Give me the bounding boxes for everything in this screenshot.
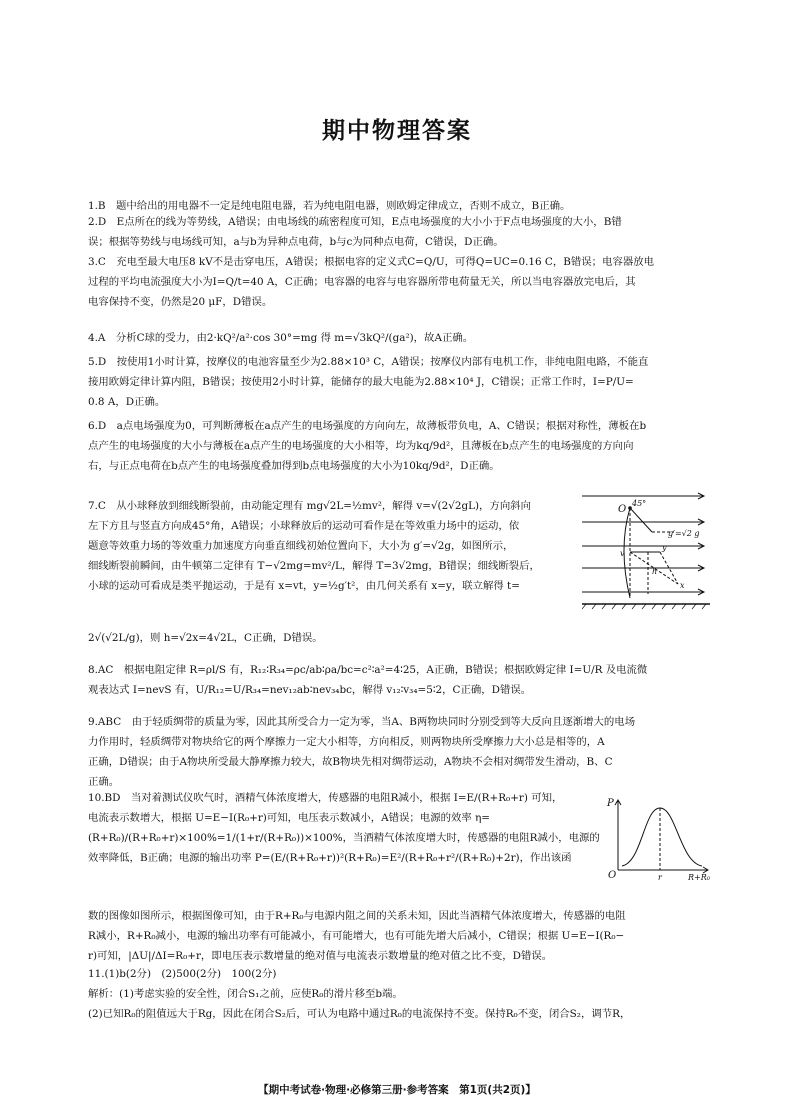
answer-line: 9.ABC 由于轻质绸带的质量为零，因此其所受合力一定为零，当A、B两物块同时分别受到等大反向且逐渐增大的电场 (88, 716, 636, 728)
q10-label-axis: R+R₀ (688, 873, 710, 882)
answer-line: 数的图像如图所示，根据图像可知，由于R+R₀与电源内阻之间的关系未知，因此当酒精气体浓度增大，传感器的电阻 (88, 910, 626, 922)
answer-line: 2√(√2L/g)，则 h=√2x=4√2L，C正确，D错误。 (88, 632, 323, 644)
answer-q5 (88, 352, 706, 412)
answer-q7 (88, 496, 574, 596)
answer-q6 (88, 416, 706, 476)
answer-line: 误；根据等势线与电场线可知，a与b为异种点电荷，b与c为同种点电荷，C错误，D正确。 (88, 236, 504, 248)
answer-q8 (88, 660, 706, 700)
q10-label-r: r (658, 873, 662, 882)
answer-q4 (88, 328, 706, 348)
answer-line: (R+R₀)/(R+R₀+r)×100%=1/(1+r/(R+R₀))×100%，当酒精气体浓度增大时，传感器的电阻R减小，电源的 (88, 832, 600, 844)
answer-line: 过程的平均电流强度大小为I=Q/t=40 A，C正确；电容器的电容与电容器所带电荷量无关，所以当电容器放完电后，其 (88, 276, 636, 288)
q10-power-curve (604, 796, 714, 882)
q7-label-v: v (620, 549, 625, 558)
answer-q2 (88, 212, 706, 252)
answer-q10 (88, 788, 608, 868)
answer-line: 解析：(1)考虑实验的安全性，闭合S₁之前，应使R₀的滑片移至b端。 (88, 988, 403, 1000)
answer-line: 细线断裂前瞬间，由牛顿第二定律有 T−√2mg=mv²/L，解得 T=3√2mg，B错误；细线断裂后， (88, 560, 540, 572)
answer-line: 3.C 充电至最大电压8 kV不是击穿电压，A错误；根据电容的定义式C=Q/U，可得Q=UC=0.16 C，B错误；电容器放电 (88, 256, 655, 268)
answer-line: 力作用时，轻质绸带对物块给它的两个摩擦力一定大小相等，方向相反，则两物块所受摩擦力大小总是相等的，A (88, 736, 605, 748)
q7-label-g: g′=√2 g (668, 529, 700, 538)
answer-line: 1.B 题中给出的用电器不一定是纯电阻电器，若为纯电阻电器，则欧姆定律成立，否则不成立，B正确。 (88, 200, 571, 212)
answer-line: 8.AC 根据电阻定律 R=ρl/S 有，R₁₂∶R₃₄=ρc/ab∶ρa/bc=c²∶a²=4∶25，A正确，B错误；根据欧姆定律 I=U/R 及电流微 (88, 664, 648, 676)
q10-label-p: P (607, 798, 614, 809)
answer-line: 7.C 从小球释放到细线断裂前，由动能定理有 mg√2L=½mv²，解得 v=√(2√2gL)，方向斜向 (88, 500, 532, 512)
q7-label-h: h (652, 567, 658, 576)
answer-line: 6.D a点电场强度为0，可判断薄板在a点产生的电场强度的方向向左，故薄板带负电，A、C错误；根据对称性，薄板在b (88, 420, 647, 432)
answer-line: 接用欧姆定律计算内阻，B错误；按使用2小时计算，能储存的最大电能为2.88×10⁴ J，C错误；正常工作时，I=P/U= (88, 376, 634, 388)
answer-line: r)可知，|ΔU|/ΔI=R₀+r，即电压表示数增量的绝对值与电流表示数增量的绝对值之比不变，D错误。 (88, 950, 553, 962)
answer-line: 正确，D错误；由于A物块所受最大静摩擦力较大，故B物块先相对绸带运动，A物块不会相对绸带发生滑动，B、C (88, 756, 613, 768)
answer-q11 (88, 964, 706, 1024)
answer-line: 题意等效重力场的等效重力加速度方向垂直细线初始位置向下，大小为 g′=√2g，如图所示， (88, 540, 514, 552)
answer-line: R减小，R+R₀减小，电源的输出功率有可能减小，有可能增大，也有可能先增大后减小，C错误；根据 U=E−I(R₀− (88, 930, 625, 942)
answer-line: 11.(1)b(2分) (2)500(2分) 100(2分) (88, 968, 277, 980)
q7-label-angle: 45° (632, 499, 647, 508)
answer-line: 10.BD 当对着测试仪吹气时，酒精气体浓度增大，传感器的电阻R减小，根据 I=E/(R+R₀+r) 可知， (88, 792, 563, 804)
answer-line: 电流表示数增大，根据 U=E−I(R₀+r)可知，电压表示数减小，A错误；电源的效率 η= (88, 812, 490, 824)
answer-line: (2)已知R₀的阻值远大于Rg，因此在闭合S₂后，可认为电路中通过R₀的电流保持不变。保持R₀不变，闭合S₂，调节R， (88, 1008, 631, 1020)
answer-line: 小球的运动可看成是类平抛运动，于是有 x=vt，y=½g′t²，由几何关系有 x=y，联立解得 t= (88, 580, 520, 592)
answer-q7b (88, 628, 706, 648)
page-title: 期中物理答案 (322, 118, 472, 144)
answer-q3 (88, 252, 706, 312)
answer-line: 正确。 (88, 776, 120, 788)
q7-label-o: O (618, 504, 627, 515)
q7-label-x: x (680, 581, 685, 590)
answer-q10b (88, 906, 706, 966)
answer-line: 电容保持不变，仍然是20 μF，D错误。 (88, 296, 273, 308)
q7-field-diagram (582, 488, 712, 610)
answer-q9 (88, 712, 706, 792)
answer-line: 右，与正点电荷在b点产生的电场强度叠加得到b点电场强度的大小为10kq/9d²，D正确。 (88, 460, 500, 472)
answer-line: 左下方且与竖直方向成45°角，A错误；小球释放后的运动可看作是在等效重力场中的运动，依 (88, 520, 520, 532)
q10-label-o: O (608, 870, 617, 881)
answer-line: 0.8 A，D正确。 (88, 396, 166, 408)
answer-line: 5.D 按使用1小时计算，按摩仪的电池容量至少为2.88×10³ C，A错误；按摩仪内部有电机工作，非纯电阻电路，不能直 (88, 356, 649, 368)
answer-line: 观表达式 I=nevS 有，U/R₁₂=U/R₃₄=nev₁₂ab∶nev₃₄bc，解得 v₁₂∶v₃₄=5∶2，C正确，D错误。 (88, 684, 532, 696)
answer-line: 2.D E点所在的线为等势线，A错误；由电场线的疏密程度可知，E点电场强度的大小小于F点电场强度的大小，B错 (88, 216, 622, 228)
answer-line: 效率降低，B正确；电源的输出功率 P=(E/(R+R₀+r))²(R+R₀)=E²/(R+R₀+r²/(R+R₀)+2r)，作出该函 (88, 852, 572, 864)
q7-label-y: y (662, 543, 667, 552)
answer-line: 点产生的电场强度的大小与薄板在a点产生的电场强度的大小相等，均为kq/9d²，且薄板在b点产生的电场强度的方向向 (88, 440, 634, 452)
answer-line: 4.A 分析C球的受力，由2·kQ²/a²·cos 30°=mg 得 m=√3kQ²/(ga²)，故A正确。 (88, 332, 474, 344)
page-footer: 【期中考试卷·物理·必修第三册·参考答案 第1页(共2页)】 (258, 1084, 536, 1096)
